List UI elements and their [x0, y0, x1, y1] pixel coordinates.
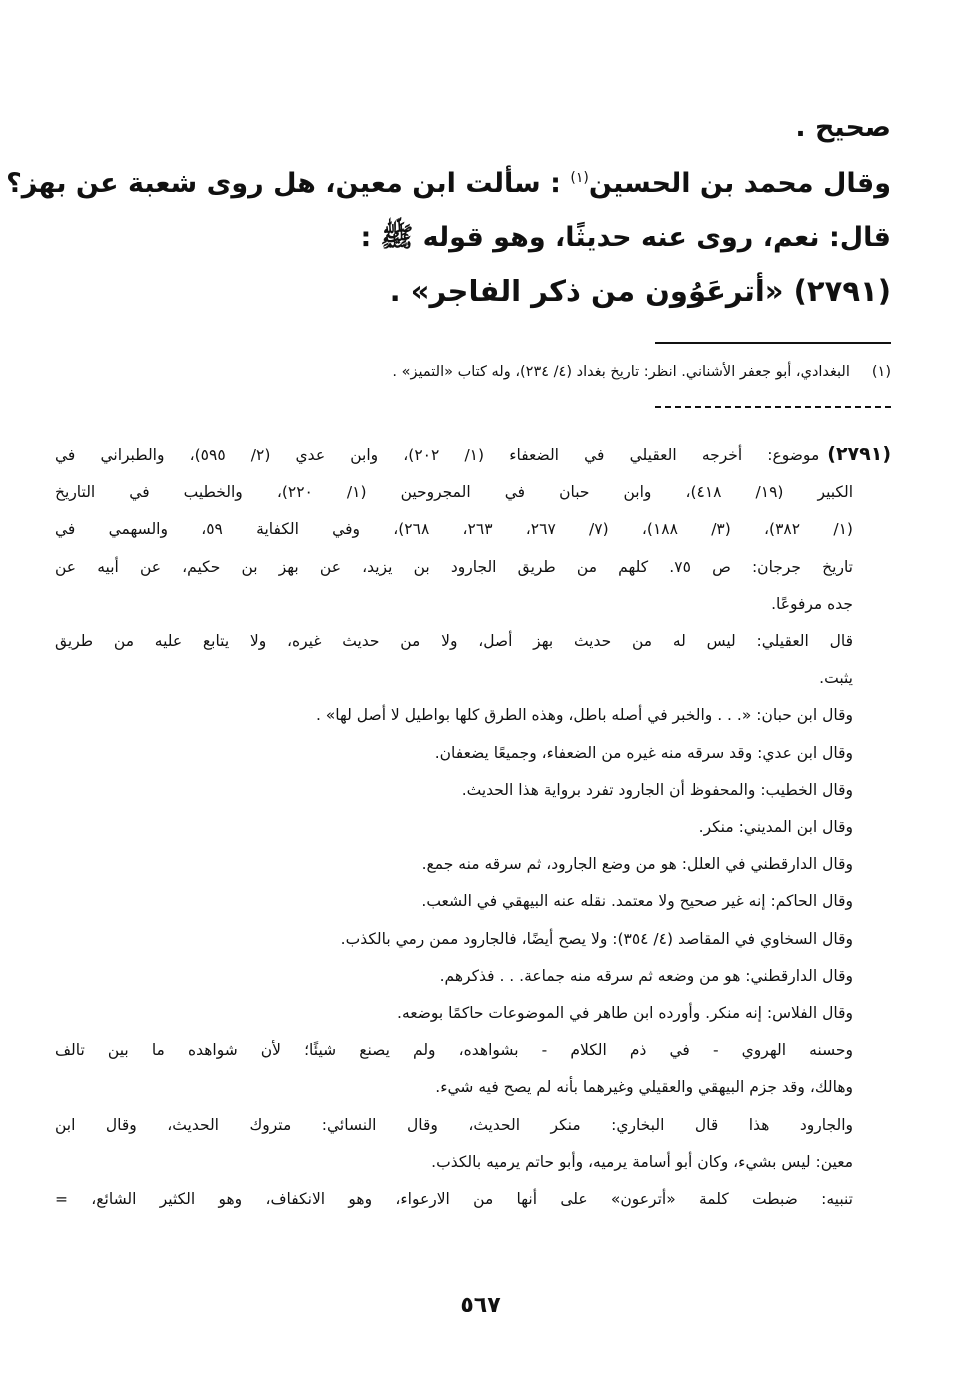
- commentary-line: والجارود هذا قال البخاري: منكر الحديث، وقال النسائي: متروك الحديث، وقال ابن: [55, 1115, 853, 1134]
- main-line-2-text-a: وقال محمد بن الحسين: [588, 168, 891, 199]
- footnote-text: البغدادي، أبو جعفر الأشناني. انظر: تاريخ بغداد (٤/ ٢٣٤)، وله كتاب «التميز» .: [392, 364, 850, 380]
- commentary-line: قال العقيلي: ليس له من حديث بهز أصل، ولا من حديث غيره، ولا يتابع عليه من طريق: [55, 632, 853, 651]
- section-separator: [655, 406, 891, 408]
- hadith-line: [60, 274, 891, 309]
- commentary-line: وقال الفلاس: إنه منكر. وأورده ابن طاهر في الموضوعات حاكمًا بوضعه.: [397, 1004, 853, 1023]
- commentary-line: وقال السخاوي في المقاصد (٤/ ٣٥٤): ولا يصح أيضًا، فالجارود ممن رمي بالكذب.: [340, 929, 853, 948]
- hadith-number: (٢٧٩١): [793, 274, 891, 308]
- footnote-reference[interactable]: (١): [570, 170, 589, 186]
- commentary-line: وهالك، وقد جزم البيهقي والعقيلي وغيرهما بأنه لم يصح فيه شيء.: [435, 1078, 853, 1097]
- commentary-section: [55, 436, 891, 1218]
- main-line-1: صحيح .: [795, 112, 891, 143]
- footnote-number: (١): [871, 364, 891, 380]
- hadith-text: «أترعَوُون من ذكر الفاجر» .: [389, 274, 784, 308]
- commentary-line: تنبيه: ضبطت كلمة «أترعون» على أنها من الارعواء، وهو الانكفاف، وهو الكثير الشائع، =: [55, 1190, 853, 1209]
- footnote: [60, 364, 891, 380]
- commentary-line: جده مرفوعًا.: [771, 594, 853, 613]
- commentary-line: وقال الدارقطني: هو من وضعه ثم سرقه منه جماعة. . . فذكرهم.: [439, 966, 853, 985]
- page-number: ٥٦٧: [460, 1293, 501, 1318]
- commentary-line: (١/ ٣٨٢)، (٣/ ١٨٨)، (٧/ ٢٦٧، ٢٦٣، ٢٦٨)، وفي الكفاية ٥٩، والسهمي في: [55, 520, 853, 539]
- commentary-line: تاريخ جرجان: ص ٧٥. كلهم من طريق الجارود بن يزيد، عن بهز بن حكيم، عن أبيه عن: [55, 557, 853, 576]
- commentary-line: وحسنه الهروي - في ذم الكلام - بشواهده، ولم يصنع شيئًا؛ لأن شواهده ما بين تالف: [55, 1041, 853, 1060]
- commentary-line: وقال ابن المديني: منكر.: [698, 818, 853, 837]
- commentary-line: وقال ابن عدي: وقد سرقه منه غيره من الضعفاء، وجميعًا يضعفان.: [434, 743, 853, 762]
- commentary-line: وقال الخطيب: والمحفوظ أن الجارود تفرد برواية هذا الحديث.: [461, 780, 853, 799]
- commentary-line: (٢٧٩١)موضوع: أخرجه العقيلي في الضعفاء (١/ ٢٠٢)، وابن عدي (٢/ ٥٩٥)، والطبراني في: [55, 443, 892, 465]
- commentary-line: معين: ليس بشيء، وكان أبو أسامة يرميه، وأبو حاتم يرميه بالكذب.: [431, 1152, 853, 1171]
- commentary-line: وقال الحاكم: إنه غير صحيح ولا معتمد. نقله عنه البيهقي في الشعب.: [421, 892, 853, 911]
- main-line-2-text-b: : سألت ابن معين، هل روى شعبة عن بهز؟: [6, 168, 571, 199]
- main-line-3: قال: نعم، روى عنه حديثًا، وهو قوله ﷺ :: [360, 222, 891, 253]
- commentary-line: الكبير (١٩/ ٤١٨)، وابن حبان في المجروحين (١/ ٢٢٠)، والخطيب في التاريخ: [55, 483, 854, 502]
- commentary-line: وقال ابن حبان: «. . . والخبر في أصله باطل، وهذه الطرق كلها بواطيل لا أصل لها» .: [315, 706, 853, 725]
- main-line-2: [6, 168, 891, 200]
- commentary-line: وقال الدارقطني في العلل: هو من وضع الجارود، ثم سرقه منه جمع.: [421, 855, 853, 874]
- commentary-number: (٢٧٩١): [827, 443, 892, 465]
- footnote-separator: [655, 342, 891, 344]
- commentary-line: يثبت.: [819, 669, 853, 688]
